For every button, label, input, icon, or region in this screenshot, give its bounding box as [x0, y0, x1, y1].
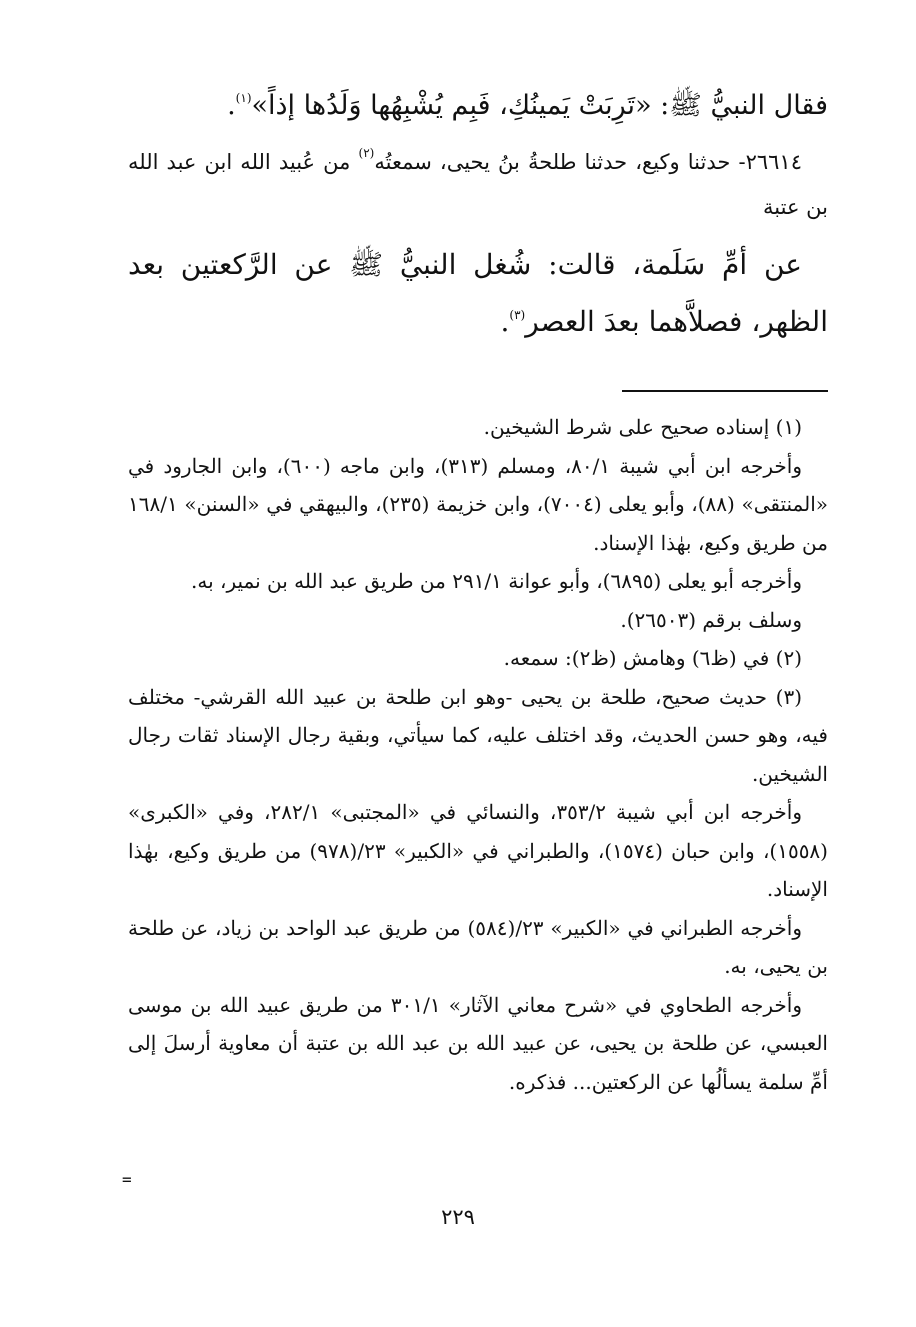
footnote-paragraph: وسلف برقم (٢٦٥٠٣). — [620, 607, 802, 632]
hadith-isnad — [128, 140, 828, 230]
footnote-marker-3: (٣) — [509, 308, 526, 322]
continuation-mark: = — [122, 1170, 132, 1189]
footnote-paragraph: وأخرجه ابن أبي شيبة ٨٠/١، ومسلم (٣١٣)، وابن ماجه (٦٠٠)، وابن الجارود في «المنتقى» (٨٨)، وأبو يعلى (٧٠٠٤)، وابن خزيمة (٢٣٥)، والبيهقي في «السنن» ١٦٨/١ من طريق وكيع، بهٰذا الإسناد. — [128, 453, 829, 555]
footnote-paragraph: وأخرجه الطبراني في «الكبير» ٢٣/(٥٨٤) من طريق عبد الواحد بن زياد، عن طلحة بن يحيى، به. — [128, 915, 828, 978]
footnote-1: (١) إسناده صحيح على شرط الشيخين. — [483, 415, 802, 439]
previous-hadith-ending — [128, 78, 828, 134]
footnote-paragraph: وأخرجه أبو يعلى (٦٨٩٥)، وأبو عوانة ٢٩١/١ من طريق عبد الله بن نمير، به. — [191, 569, 802, 593]
matn-period: . — [500, 305, 510, 338]
footnote-3: (٣) حديث صحيح، طلحة بن يحيى -وهو ابن طلحة بن عبيد الله القرشي- مختلف فيه، وهو حسن الحديث، وقد اختلف عليه، كما سيأتي، وبقية رجال الإسناد ثقات رجال الشيخين. — [128, 684, 828, 786]
footnote-marker-2: (٢) — [358, 146, 375, 160]
matn-text: عن أمِّ سَلَمة، قالت: شُغل النبيُّ ﷺ عن الرَّكعتين بعد الظهر، فصلاَّهما بعدَ العصر — [128, 248, 828, 338]
book-page — [128, 78, 828, 1267]
isnad-text: حدثنا وكيع، حدثنا طلحةُ بنُ يحيى، سمعتُه — [374, 150, 731, 174]
footnote-paragraph: وأخرجه ابن أبي شيبة ٣٥٣/٢، والنسائي في «المجتبى» ٢٨٢/١، وفي «الكبرى» (١٥٥٨)، وابن حبان (١٥٧٤)، والطبراني في «الكبير» ٢٣/(٩٧٨) من طريق وكيع، بهٰذا الإسناد. — [128, 800, 828, 901]
footnote-separator — [622, 390, 828, 392]
page-number: ٢٢٩ — [441, 1205, 475, 1229]
footnote-marker-1: (١) — [235, 91, 252, 105]
hadith-matn — [128, 236, 828, 350]
hadith-number: ٢٦٦١٤- — [738, 150, 802, 174]
main-text — [128, 78, 828, 350]
footnote-paragraph: وأخرجه الطحاوي في «شرح معاني الآثار» ٣٠١/١ من طريق عبيد الله بن موسى العبسي، عن طلحة بن يحيى، عن عبيد الله بن عبد الله بن عتبة أن معاوية أرسلَ إلى أمِّ سلمة يسألُها عن الركعتين... فذكره. — [128, 992, 828, 1094]
isnad-text-continued: من عُبيد الله ابن عبد الله بن عتبة — [128, 150, 828, 219]
footnote-2: (٢) في (ظ٦) وهامش (ظ٢): سمعه. — [503, 646, 802, 670]
previous-hadith-period: . — [227, 90, 236, 121]
footnotes — [128, 408, 828, 1101]
previous-hadith-text: فقال النبيُّ ﷺ: «تَرِبَتْ يَمينُكِ، فَبِم يُشْبِهُها وَلَدُها إذاً» — [251, 90, 828, 121]
